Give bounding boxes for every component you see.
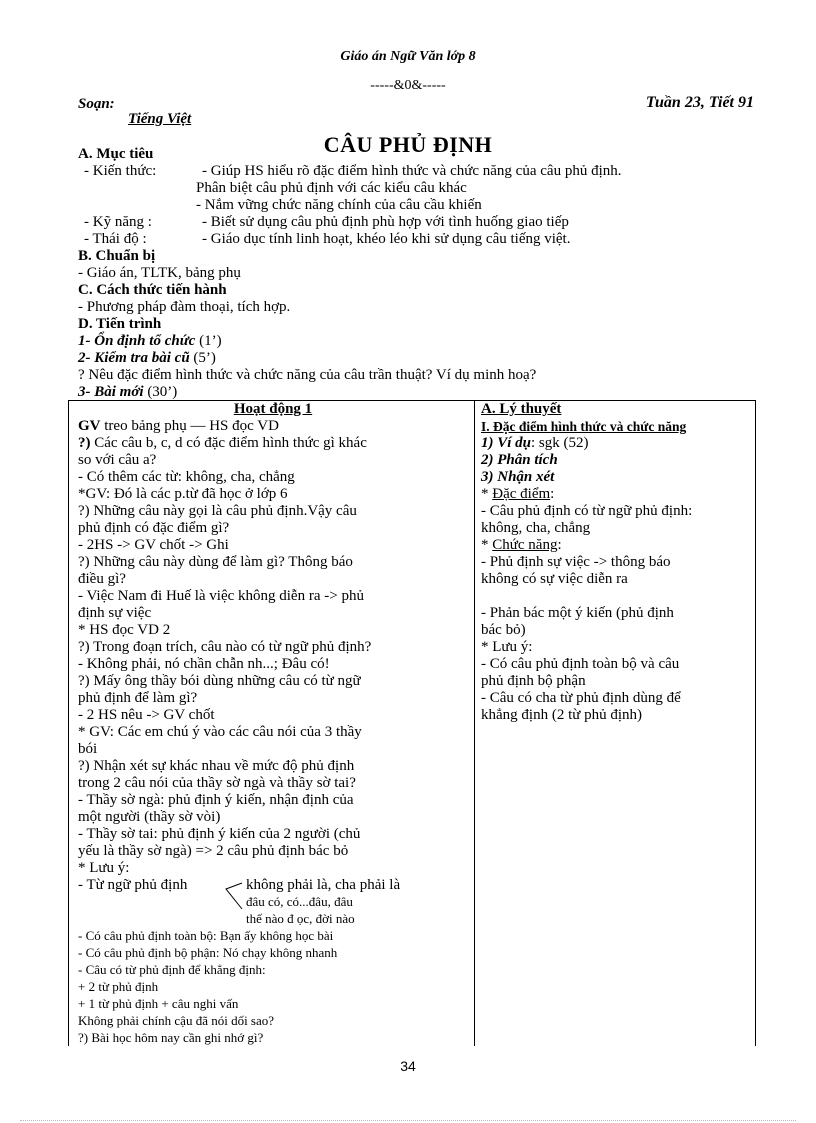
section-a-heading: A. Mục tiêu [78, 146, 154, 162]
activity-line: - Có câu phủ định toàn bộ: Bạn ấy không học bài [78, 928, 334, 943]
section-d-heading: D. Tiến trình [78, 316, 162, 332]
activity-line: - Thầy sờ ngà: phủ định ý kiến, nhận định của [78, 792, 354, 808]
step-2-label: 2- Kiểm tra bài cũ [78, 350, 190, 366]
section-c-heading: C. Cách thức tiến hành [78, 282, 227, 298]
remark-label: 3) Nhận xét [481, 469, 555, 485]
activity-line: treo bảng phụ — HS đọc VD [100, 418, 279, 434]
column-divider [474, 401, 475, 1046]
features-label: Đặc điểm [492, 486, 551, 502]
activity-line: ?) Bài học hôm nay cần ghi nhớ gì? [78, 1030, 264, 1045]
knowledge-line-3: - Nắm vững chức năng chính của câu cầu khiến [196, 197, 482, 213]
soan-label: Soạn: [78, 96, 115, 112]
week-period: Tuần 23, Tiết 91 [645, 94, 754, 111]
theory-line: * Lưu ý: [481, 639, 533, 655]
theory-line: - Câu phủ định có từ ngữ phủ định: [481, 503, 693, 519]
theory-heading: A. Lý thuyết [481, 401, 562, 417]
theory-line: - Có câu phủ định toàn bộ và câu [481, 656, 680, 672]
theory-line: khẳng định (2 từ phủ định) [481, 707, 643, 723]
section-b-heading: B. Chuẩn bị [78, 248, 156, 264]
theory-line: - Phủ định sự việc -> thông báo [481, 554, 671, 570]
step-2-time: (5’) [193, 350, 216, 366]
theory-line: - Phản bác một ý kiến (phủ định [481, 605, 674, 621]
lesson-table [68, 400, 756, 1046]
theory-line: không, cha, chẳng [481, 520, 591, 536]
step-3-label: 3- Bài mới [78, 384, 144, 400]
page-divider [20, 1120, 796, 1121]
activity-heading: Hoạt động 1 [233, 401, 313, 417]
theory-line: phủ định bộ phận [481, 673, 586, 689]
skill-label: - Kỹ năng : [84, 214, 152, 230]
theory-subheading: I. Đặc điểm hình thức và chức năng [481, 419, 687, 434]
bracket-arrow-icon [222, 879, 244, 913]
skill-text: - Biết sử dụng câu phủ định phù hợp với tình huống giao tiếp [202, 214, 569, 230]
activity-line: điều gì? [78, 571, 126, 587]
activity-line: Không phải chính cậu đã nói dối sao? [78, 1013, 275, 1028]
activity-line: - Có câu phủ định bộ phận: Nó chạy không nhanh [78, 945, 338, 960]
activity-line: - 2 HS nêu -> GV chốt [78, 707, 215, 723]
activity-line: yếu là thầy sờ ngà) => 2 câu phủ định bác bỏ [78, 843, 349, 859]
activity-line: bói [78, 741, 98, 757]
section-c-text: - Phương pháp đàm thoại, tích hợp. [78, 299, 291, 315]
negation-words-label: - Từ ngữ phủ định [78, 877, 188, 893]
review-question: ? Nêu đặc điểm hình thức và chức năng của câu trần thuật? Ví dụ minh hoạ? [78, 367, 537, 383]
attitude-label: - Thái độ : [84, 231, 147, 247]
section-b-text: - Giáo án, TLTK, bảng phụ [78, 265, 241, 281]
activity-column [78, 401, 468, 1047]
separator: -----&0&----- [370, 78, 446, 93]
activity-line: + 1 từ phủ định + câu nghi vấn [78, 996, 239, 1011]
activity-line: - Có thêm các từ: không, cha, chẳng [78, 469, 295, 485]
colon: : [550, 486, 555, 502]
book-title: Giáo án Ngữ Văn lớp 8 [340, 49, 476, 64]
activity-line: ?) Mấy ông thầy bói dùng những câu có từ ngữ [78, 673, 361, 689]
subject-label: Tiếng Việt [128, 111, 192, 127]
activity-line: trong 2 câu nói của thầy sờ ngà và thầy sờ tai? [78, 775, 356, 791]
knowledge-line-1: - Giúp HS hiểu rõ đặc điểm hình thức và chức năng của câu phủ định. [202, 163, 622, 179]
activity-line: *GV: Đó là các p.từ đã học ở lớp 6 [78, 486, 288, 502]
activity-line: phủ định có đặc điểm gì? [78, 520, 230, 536]
theory-line: không có sự việc diễn ra [481, 571, 628, 587]
gv-label: GV [78, 418, 101, 434]
function-label: Chức năng [492, 537, 558, 553]
activity-line: - Không phải, nó chần chẫn nh...; Đâu có! [78, 656, 330, 672]
analysis-label: 2) Phân tích [481, 452, 558, 468]
question-mark: ?) [78, 435, 91, 451]
knowledge-label: - Kiến thức: [84, 163, 157, 179]
theory-line: - Câu có cha từ phủ định dùng để [481, 690, 681, 706]
activity-line: ?) Trong đoạn trích, câu nào có từ ngữ phủ định? [78, 639, 372, 655]
example-label: 1) Ví dụ [481, 435, 532, 451]
colon: : [557, 537, 562, 553]
activity-line: * GV: Các em chú ý vào các câu nói của 3 thầy [78, 724, 362, 740]
activity-line: - Thầy sờ tai: phủ định ý kiến của 2 người (chủ [78, 826, 361, 842]
activity-line: ?) Những câu này dùng để làm gì? Thông báo [78, 554, 353, 570]
negation-words-line: đâu có, có...đâu, đâu [246, 894, 353, 909]
activity-line: - 2HS -> GV chốt -> Ghi [78, 537, 229, 553]
activity-line: * HS đọc VD 2 [78, 622, 171, 638]
negation-words-line: thế nào đ ọc, đời nào [246, 911, 355, 926]
knowledge-line-2: Phân biệt câu phủ định với các kiểu câu khác [196, 180, 467, 196]
theory-column [481, 401, 753, 724]
activity-line: so với câu a? [78, 452, 157, 468]
bullet: * [481, 486, 493, 502]
activity-line: - Câu có từ phủ định để khẳng định: [78, 962, 266, 977]
section-a-body [78, 163, 768, 248]
step-1-label: 1- Ổn định tổ chức [78, 333, 196, 349]
activity-line: * Lưu ý: [78, 860, 130, 876]
activity-line: Các câu b, c, d có đặc điểm hình thức gì khác [90, 435, 367, 451]
activity-line: phủ định để làm gì? [78, 690, 198, 706]
bullet: * [481, 537, 493, 553]
step-1-time: (1’) [199, 333, 222, 349]
activity-line: - Việc Nam đi Huế là việc không diễn ra -> phủ [78, 588, 364, 604]
activity-line: + 2 từ phủ định [78, 979, 159, 994]
activity-line: một người (thầy sờ vòi) [78, 809, 221, 825]
sections-bcd [78, 248, 768, 401]
negation-words-line: không phải là, cha phải là [246, 877, 401, 893]
step-3-time: (30’) [147, 384, 178, 400]
activity-line: ?) Những câu này gọi là câu phủ định.Vậy câu [78, 503, 357, 519]
lesson-title: CÂU PHỦ ĐỊNH [323, 132, 493, 157]
theory-line: bác bỏ) [481, 622, 526, 638]
page-number: 34 [400, 1058, 416, 1074]
example-ref: : sgk (52) [531, 435, 589, 451]
attitude-text: - Giáo dục tính linh hoạt, khéo léo khi sử dụng câu tiếng việt. [202, 231, 571, 247]
activity-line: ?) Nhận xét sự khác nhau về mức độ phủ định [78, 758, 355, 774]
activity-line: định sự việc [78, 605, 152, 621]
